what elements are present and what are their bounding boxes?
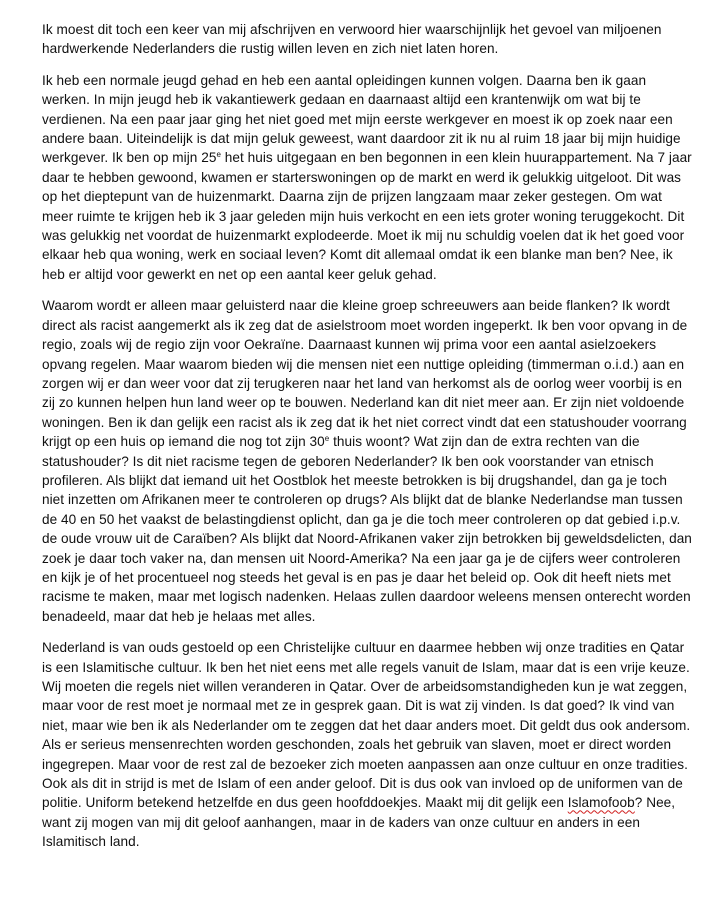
- paragraph-asylum-text-b: thuis woont? Wat zijn dan de extra rechten van die statushouder? Is dit niet racisme tegen de geboren Nederlander? Ik ben ook voorstander van etnisch profileren. Als blijkt dat iemand uit het Oostblok het meeste betrokken is bij drugshandel, dan ga je toch niet inzetten om Afrikanen meer te controleren op drugs? Als blijkt dat de blanke Nederlandse man tussen de 40 en 50 het vaakst de belastingdienst oplicht, dan ga je die toch meer controleren op dat gebied i.p.v. de oude vrouw uit de Caraïben? Als blijkt dat Noord-Afrikanen vaker zijn betrokken bij geweldsdelicten, dan zoek je daar toch vaker na, dan mensen uit Noord-Amerika? Na een jaar ga je de cijfers weer controleren en kijk je of het procentueel nog steeds het geval is en pas je daar het beleid op. Ook dit heeft niets met racisme te maken, maar met logisch nadenken. Helaas zullen daardoor weleens mensen onterecht worden benadeeld, maar dat heb je helaas met alles.: [42, 434, 692, 624]
- paragraph-asylum: [42, 296, 692, 626]
- paragraph-background: [42, 71, 692, 284]
- paragraph-intro: Ik moest dit toch een keer van mij afschrijven en verwoord hier waarschijnlijk het gevoel van miljoenen hardwerkende Nederlanders die rustig willen leven en zich niet laten horen.: [42, 22, 662, 57]
- paragraph-culture-text-a: Nederland is van ouds gestoeld op een Christelijke cultuur en daarmee hebben wij onze tradities en Qatar is een Islamitische cultuur. Ik ben het niet eens met alle regels vanuit de Islam, maar dat is een vrije keuze. Wij moeten die regels niet willen veranderen in Qatar. Over de arbeidsomstandigheden kun je wat zeggen, maar voor de rest moet je normaal met ze in gesprek gaan. Dit is wat zij vinden. Is dat goed? Ik vind van niet, maar wie ben ik als Nederlander om te zeggen dat het daar anders moet. Dit geldt dus ook andersom. Als er serieus mensenrechten worden geschonden, zoals het gebruik van slaven, moet er direct worden ingegrepen. Maar voor de rest zal de bezoeker zich moeten aanpassen aan onze cultuur en onze tradities. Ook als dit in strijd is met de Islam of een ander geloof. Dit is dus ook van invloed op de uniformen van de politie. Uniform betekend hetzelfde en dus geen hoofddoekjes. Maakt mij dit gelijk een: [42, 640, 691, 811]
- paragraph-asylum-text-a: Waarom wordt er alleen maar geluisterd naar die kleine groep schreeuwers aan beide flanken? Ik wordt direct als racist aangemerkt als ik zeg dat de asielstroom moet worden ingeperkt. Ik ben voor opvang in de regio, zoals wij de regio zijn voor Oekraïne. Daarnaast kunnen wij prima voor een aantal asielzoekers opvang regelen. Maar waarom bieden wij die mensen niet een nuttige opleiding (timmerman o.i.d.) aan en zorgen wij er dan weer voor dat zij terugkeren naar het land van herkomst als de oorlog weer voorbij is en zij zo kunnen helpen hun land weer op te bouwen. Nederland kan dit niet meer aan. Er zijn niet voldoende woningen. Ben ik dan gelijk een racist als ik zeg dat ik het niet correct vindt dat een statushouder voorrang krijgt op een huis op iemand die nog tot zijn 30: [42, 298, 688, 450]
- paragraph-background-text-a: Ik heb een normale jeugd gehad en heb een aantal opleidingen kunnen volgen. Daarna ben ik gaan werken. In mijn jeugd heb ik vakantiewerk gedaan en daarnaast altijd een krantenwijk om wat bij te verdienen. Na een paar jaar ging het niet goed met mijn eerste werkgever en moest ik op zoek naar een andere baan. Uiteindelijk is dat mijn geluk geweest, want daardoor zit ik nu al ruim 18 jaar bij mijn huidige werkgever. Ik ben op mijn 25: [42, 72, 681, 166]
- ordinal-superscript: e: [324, 434, 330, 444]
- spellcheck-flagged-word[interactable]: Islamofoob: [567, 795, 635, 811]
- paragraph-culture-text-b: ? Nee, want zij mogen van mij dit geloof aanhangen, maar in de kaders van onze cultuur en anders in een Islamitisch land.: [42, 795, 676, 850]
- document-page: [42, 20, 692, 864]
- paragraph-background-text-b: het huis uitgegaan en ben begonnen in een klein huurappartement. Na 7 jaar daar te hebben gewoond, kwamen er starterswoningen op de markt en werd ik gelukkig uitgeloot. Dit was op het dieptepunt van de huizenmarkt. Daarna zijn de prijzen langzaam maar zeker gestegen. Om wat meer ruimte te krijgen heb ik 3 jaar geleden mijn huis verkocht en een iets groter woning teruggekocht. Dit was gelukkig net voordat de huizenmarkt explodeerde. Moet ik mij nu schuldig voelen dat ik het goed voor elkaar heb qua woning, werk en sociaal leven? Komt dit allemaal omdat ik een blanke man ben? Nee, ik heb er altijd voor gewerkt en net op een aantal keer geluk gehad.: [42, 150, 692, 282]
- ordinal-superscript: e: [216, 150, 221, 160]
- paragraph-culture: [42, 638, 692, 851]
